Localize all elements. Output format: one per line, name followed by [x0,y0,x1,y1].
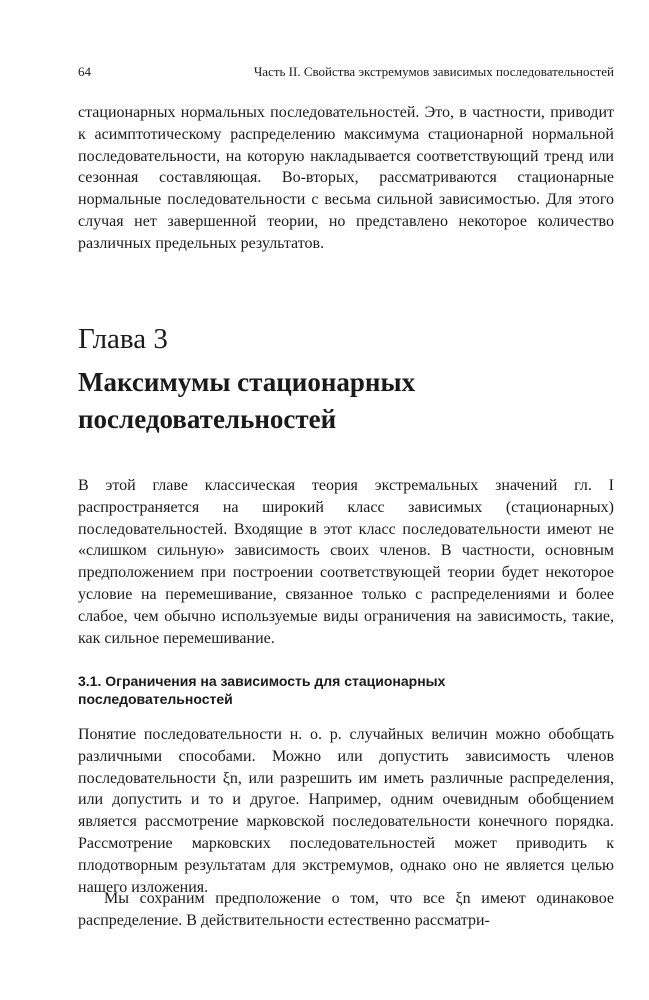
chapter-label: Глава 3 [78,323,168,355]
running-title: Часть II. Свойства экстремумов зависимых последовательностей [253,64,614,79]
chapter-intro-paragraph: В этой главе классическая теория экстремальных значений гл. I распространяется на широкий класс зависимых (стационарных) последовательностей. Входящие в этот класс последовательности имеют не «слишком сильную» зависимость своих членов. В частности, основным предположением при построении соответствующей теории будет некоторое условие на перемешивание, связанное только с распределениями и более слабое, чем обычно используемые виды ограничения на зависимость, такие, как сильное перемешивание. [78,477,614,647]
section-paragraph-continued: Мы сохраним предположение о том, что все ξn имеют одинаковое распределение. В действительности естественно рассматри- [78,890,614,929]
section-paragraph: Понятие последовательности н. о. р. случайных величин можно обобщать различными способами. Можно или допустить зависимость членов последовательности ξn, или разрешить им иметь различные распределения, или допустить и то и другое. Например, одним очевидным обобщением является рассмотрение марковской последовательности конечного порядка. Рассмотрение марковских последовательностей может приводить к плодотворным результатам для экстремумов, однако оно не является целью нашего изложения. [78,726,614,896]
page-number: 64 [78,64,91,79]
chapter-title: Максимумы стационарных последовательностей [78,367,416,434]
intro-paragraph: стационарных нормальных последовательностей. Это, в частности, приводит к асимптотическому распределению максимума стационарной нормальной последовательности, на которую накладывается соответствующий тренд или сезонная составляющая. Во-вторых, рассматриваются стационарные нормальные последовательности с весьма сильной зависимостью. Для этого случая нет завершенной теории, но представлено некоторое количество различных предельных результатов. [78,104,614,252]
section-heading: 3.1. Ограничения на зависимость для стационарных последовательностей [78,673,446,707]
